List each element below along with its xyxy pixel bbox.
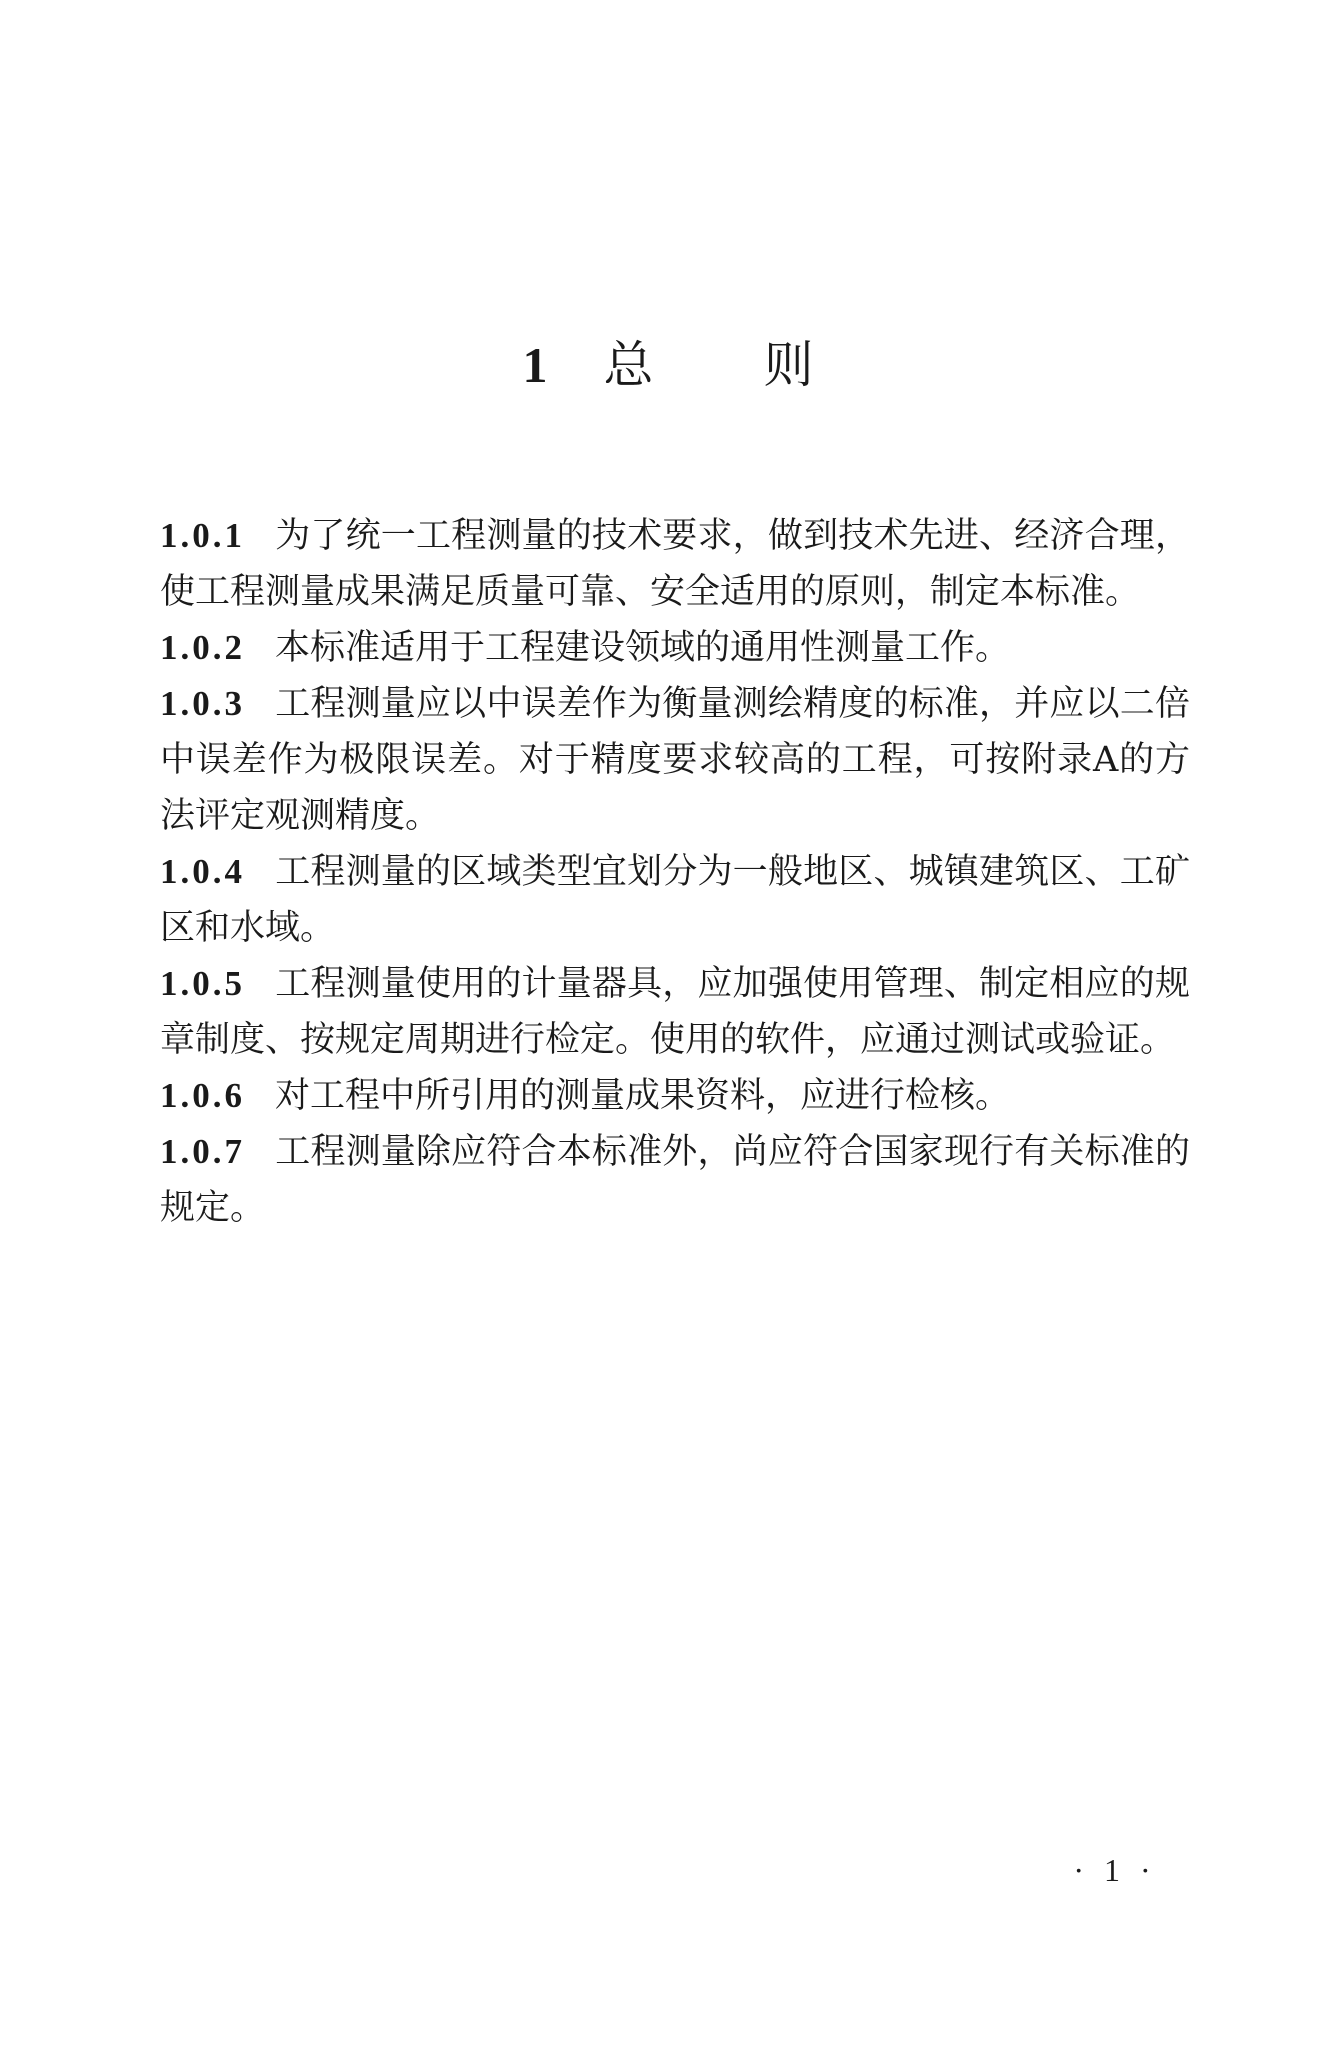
clause-text: 为了统一工程测量的技术要求，做到技术先进、经济合理，使工程测量成果满足质量可靠、安全适用的原则，制定本标准。 xyxy=(160,516,1190,612)
clause-number: 1.0.7 xyxy=(160,1132,245,1171)
clause-number: 1.0.3 xyxy=(160,684,245,723)
clause-text: 工程测量的区域类型宜划分为一般地区、城镇建筑区、工矿区和水域。 xyxy=(160,852,1190,948)
clause-1-0-2 xyxy=(160,620,1190,676)
clause-text: 本标准适用于工程建设领域的通用性测量工作。 xyxy=(275,628,1011,668)
clause-1-0-7 xyxy=(160,1124,1190,1236)
chapter-title-char-2: 则 xyxy=(763,336,814,394)
chapter-title xyxy=(0,330,1336,400)
clause-1-0-3 xyxy=(160,676,1190,844)
clause-number: 1.0.6 xyxy=(160,1076,245,1115)
clause-list xyxy=(160,508,1190,1236)
clause-text: 对工程中所引用的测量成果资料，应进行检核。 xyxy=(275,1076,1011,1116)
clause-number: 1.0.4 xyxy=(160,852,245,891)
clause-1-0-1 xyxy=(160,508,1190,620)
clause-number: 1.0.1 xyxy=(160,516,245,555)
clause-text: 工程测量使用的计量器具，应加强使用管理、制定相应的规章制度、按规定周期进行检定。使用的软件，应通过测试或验证。 xyxy=(160,964,1190,1060)
clause-number: 1.0.5 xyxy=(160,964,245,1003)
page-number: · 1 · xyxy=(1073,1852,1157,1888)
chapter-number: 1 xyxy=(522,337,548,393)
clause-text: 工程测量除应符合本标准外，尚应符合国家现行有关标准的规定。 xyxy=(160,1132,1190,1228)
clause-number: 1.0.2 xyxy=(160,628,245,667)
clause-1-0-4 xyxy=(160,844,1190,956)
clause-text: 工程测量应以中误差作为衡量测绘精度的标准，并应以二倍中误差作为极限误差。对于精度要求较高的工程，可按附录A的方法评定观测精度。 xyxy=(160,684,1190,836)
clause-1-0-6 xyxy=(160,1068,1190,1124)
clause-1-0-5 xyxy=(160,956,1190,1068)
chapter-title-char-1: 总 xyxy=(603,336,654,394)
